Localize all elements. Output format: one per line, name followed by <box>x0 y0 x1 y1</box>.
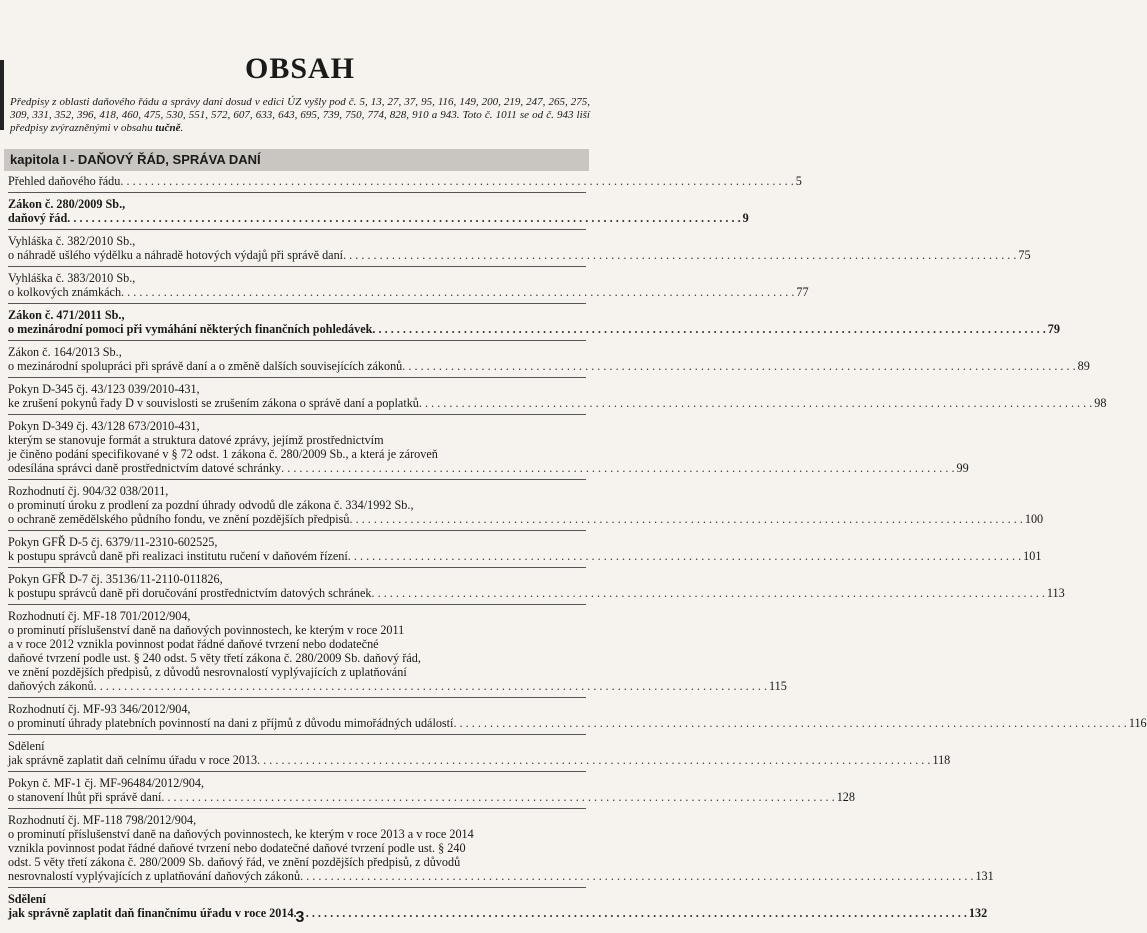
toc-entry-line <box>8 234 586 248</box>
toc-entry-line <box>8 197 586 211</box>
toc-entry[interactable] <box>8 702 1147 730</box>
toc-entry-text: o stanovení lhůt při správě daní <box>8 790 162 804</box>
entry-divider <box>8 229 586 230</box>
toc-entry-text: Rozhodnutí čj. MF-93 346/2012/904, <box>8 702 191 716</box>
toc-entry[interactable] <box>8 776 855 804</box>
toc-entry-text: o kolkových známkách <box>8 285 122 299</box>
toc-entry-text: o prominutí úroku z prodlení za pozdní úhrady odvodů dle zákona č. 334/1992 Sb., <box>8 498 414 512</box>
toc-entry-line <box>8 359 1090 373</box>
entry-divider <box>8 266 586 267</box>
toc-entry-text: k postupu správců daně při realizaci institutu ručení v daňovém řízení <box>8 549 348 563</box>
toc-entry[interactable] <box>8 271 809 299</box>
dot-leader <box>300 869 973 883</box>
toc-entry-text: vznikla povinnost podat řádné daňové tvrzení nebo dodatečné daňové tvrzení podle ust. § 240 <box>8 841 466 855</box>
entry-divider <box>8 192 586 193</box>
intro-text: Předpisy z oblasti daňového řádu a správy daní dosud v edici ÚZ vyšly pod č. 5, 13, 27, 37, 95, 116, 149, 200, 219, 247, 265, 275, 309, 331, 352, 396, 418, 460, 475, 530, 551, 572, 607, 633, 643, 695, 739, 750, 774, 828, 910 a 943. Toto č. 1011 se od č. 943 liší předpisy zvýrazněnými v obsahu <box>10 96 590 134</box>
toc-page-number: 5 <box>795 174 802 188</box>
toc-entry-text: Sdělení <box>8 739 45 753</box>
dot-leader <box>419 396 1092 410</box>
toc-entry-line <box>8 345 586 359</box>
toc-entry-line <box>8 855 586 869</box>
toc-entry-line <box>8 679 787 693</box>
toc-page-number: 99 <box>956 461 969 475</box>
toc-entry[interactable] <box>8 308 1060 336</box>
toc-entry-line <box>8 702 586 716</box>
toc-entry-text: daňové tvrzení podle ust. § 240 odst. 5 věty třetí zákona č. 280/2009 Sb. daňový řád, <box>8 651 421 665</box>
toc-entry-line <box>8 396 1107 410</box>
toc-entry-text: ke zrušení pokynů řady D v souvislosti se zrušením zákona o správě daní a poplatků <box>8 396 419 410</box>
toc-page-number: 115 <box>768 679 787 693</box>
toc-entry-text: o mezinárodní spolupráci při správě daní a o změně dalších souvisejících zákonů <box>8 359 403 373</box>
toc-entry[interactable] <box>8 197 749 225</box>
dot-leader <box>257 753 930 767</box>
toc-entry[interactable] <box>8 535 1042 563</box>
dot-leader <box>67 211 740 225</box>
toc-entry-text: Pokyn GFŘ D-7 čj. 35136/11-2110-011826, <box>8 572 223 586</box>
toc-entry-text: nesrovnalostí vyplývajících z uplatňování daňových zákonů <box>8 869 301 883</box>
toc-entry-line <box>8 813 586 827</box>
toc-entry-line <box>8 461 969 475</box>
dot-leader <box>161 790 834 804</box>
toc-entry[interactable] <box>8 174 802 188</box>
entry-divider <box>8 604 586 605</box>
toc-page-number: 79 <box>1047 322 1060 336</box>
toc-page-number: 132 <box>968 906 988 920</box>
toc-entry-text: k postupu správců daně při doručování prostřednictvím datových schránek <box>8 586 372 600</box>
intro-bold-word: tučně <box>155 122 181 134</box>
entry-divider <box>8 567 586 568</box>
toc-entry-line <box>8 433 586 447</box>
page-title: OBSAH <box>244 52 356 85</box>
toc-entry-line <box>8 322 1060 336</box>
toc-entry-line <box>8 665 586 679</box>
toc-entry-line <box>8 716 1147 730</box>
toc-page-number: 100 <box>1024 512 1044 526</box>
entry-divider <box>8 530 586 531</box>
toc-entry-text: odst. 5 věty třetí zákona č. 280/2009 Sb. daňový řád, ve znění pozdějších předpisů, z důvodů <box>8 855 461 869</box>
toc-entry[interactable] <box>8 609 787 693</box>
toc-page-number: 75 <box>1018 248 1031 262</box>
toc-entry-line <box>8 637 586 651</box>
toc-entry[interactable] <box>8 739 951 767</box>
toc-entry-text: Rozhodnutí čj. 904/32 038/2011, <box>8 484 169 498</box>
toc-page-number: 77 <box>796 285 809 299</box>
toc-entry-line <box>8 739 586 753</box>
intro-end: . <box>180 122 184 134</box>
toc-entry-line <box>8 790 855 804</box>
dot-leader <box>120 174 793 188</box>
toc-entry-line <box>8 285 809 299</box>
dot-leader <box>348 549 1021 563</box>
toc-entry-text: Zákon č. 164/2013 Sb., <box>8 345 122 359</box>
toc-entry-text: o prominutí příslušenství daně na daňových povinnostech, ke kterým v roce 2013 a v roce 2014 <box>8 827 474 841</box>
toc-entry-text: odesílána správci daně prostřednictvím datové schránky <box>8 461 282 475</box>
toc-entry-text: Přehled daňového řádu <box>8 174 121 188</box>
toc-entry-text: daňový řád <box>8 211 68 225</box>
toc-entry-text: Pokyn D-349 čj. 43/128 673/2010-431, <box>8 419 200 433</box>
toc-entry-text: ve znění pozdějších předpisů, z důvodů nesrovnalostí vyplývajících z uplatňování <box>8 665 407 679</box>
toc-entry-text: je činěno podání specifikované v § 72 odst. 1 zákona č. 280/2009 Sb., a která je zároveň <box>8 447 438 461</box>
entry-divider <box>8 479 586 480</box>
toc-page-number: 128 <box>836 790 855 804</box>
toc-entry[interactable] <box>8 572 1065 600</box>
entry-divider <box>8 697 586 698</box>
entry-divider <box>8 734 586 735</box>
toc-entry-line <box>8 419 586 433</box>
entry-divider <box>8 771 586 772</box>
toc-entry-line <box>8 211 749 225</box>
toc-entry-text: Zákon č. 280/2009 Sb., <box>8 197 126 211</box>
toc-entry-text: a v roce 2012 vznikla povinnost podat řádné daňové tvrzení nebo dodatečné <box>8 637 379 651</box>
toc-entry-text: Rozhodnutí čj. MF-18 701/2012/904, <box>8 609 191 623</box>
toc-entry-text: o prominutí příslušenství daně na daňových povinnostech, ke kterým v roce 2011 <box>8 623 405 637</box>
toc-page-number: 113 <box>1046 586 1065 600</box>
toc-entry[interactable] <box>8 419 969 475</box>
toc-entry-line <box>8 827 586 841</box>
dot-leader <box>94 679 767 693</box>
toc-entry[interactable] <box>8 484 1044 526</box>
toc-entry-line <box>8 484 586 498</box>
toc-entry-line <box>8 776 586 790</box>
toc-entry[interactable] <box>8 345 1090 373</box>
toc-entry-line <box>8 308 586 322</box>
page-number: 3 <box>295 909 305 926</box>
toc-entry-text: Vyhláška č. 382/2010 Sb., <box>8 234 136 248</box>
table-of-contents <box>8 174 1147 920</box>
toc-entry-text: Rozhodnutí čj. MF-118 798/2012/904, <box>8 813 197 827</box>
toc-page-number: 9 <box>742 211 749 225</box>
toc-entry-text: jak správně zaplatit daň finančnímu úřadu v roce 2014 <box>8 906 294 920</box>
toc-entry-text: o náhradě ušlého výdělku a náhradě hotových výdajů při správě daní <box>8 248 344 262</box>
chapter-heading: kapitola I - DAŇOVÝ ŘÁD, SPRÁVA DANÍ <box>4 149 589 171</box>
toc-page-number: 101 <box>1023 549 1042 563</box>
toc-entry-line <box>8 248 1031 262</box>
dot-leader <box>453 716 1126 730</box>
toc-entry-line <box>8 535 586 549</box>
toc-page-number: 98 <box>1094 396 1107 410</box>
toc-entry-text: jak správně zaplatit daň celnímu úřadu v roce 2013 <box>8 753 258 767</box>
entry-divider <box>8 887 586 888</box>
toc-entry-text: Sdělení <box>8 892 46 906</box>
toc-entry-text: Pokyn D-345 čj. 43/123 039/2010-431, <box>8 382 200 396</box>
toc-entry[interactable] <box>8 813 994 883</box>
toc-entry-line <box>8 572 586 586</box>
toc-entry-line <box>8 271 586 285</box>
toc-entry[interactable] <box>8 382 1107 410</box>
entry-divider <box>8 303 586 304</box>
toc-entry-line <box>8 753 951 767</box>
toc-entry-line <box>8 609 586 623</box>
toc-entry-text: o prominutí úhrady platebních povinností na dani z příjmů z důvodu mimořádných událostí <box>8 716 454 730</box>
dot-leader <box>372 322 1045 336</box>
toc-entry-line <box>8 623 586 637</box>
dot-leader <box>281 461 954 475</box>
toc-entry-text: o mezinárodní pomoci při vymáhání některých finančních pohledávek <box>8 322 373 336</box>
toc-entry[interactable] <box>8 234 1031 262</box>
toc-entry-line <box>8 549 1042 563</box>
toc-page-number: 131 <box>975 869 994 883</box>
dot-leader <box>349 512 1022 526</box>
toc-entry-line <box>8 586 1065 600</box>
toc-entry-text: daňových zákonů <box>8 679 94 693</box>
toc-entry-text: Vyhláška č. 383/2010 Sb., <box>8 271 136 285</box>
toc-entry-line <box>8 174 802 188</box>
toc-entry-line <box>8 869 994 883</box>
dot-leader <box>343 248 1016 262</box>
toc-page-number: 89 <box>1077 359 1090 373</box>
toc-entry-text: Pokyn GFŘ D-5 čj. 6379/11-2310-602525, <box>8 535 218 549</box>
entry-divider <box>8 340 586 341</box>
entry-divider <box>8 377 586 378</box>
toc-entry-line <box>8 841 586 855</box>
toc-entry-text: o ochraně zemědělského půdního fondu, ve znění pozdějších předpisů <box>8 512 350 526</box>
toc-entry-line <box>8 512 1044 526</box>
toc-entry-text: Pokyn č. MF-1 čj. MF-96484/2012/904, <box>8 776 205 790</box>
toc-entry-line <box>8 651 586 665</box>
toc-entry-line <box>8 892 586 906</box>
dot-leader <box>402 359 1075 373</box>
toc-entry-line <box>8 447 586 461</box>
dot-leader <box>121 285 794 299</box>
entry-divider <box>8 808 586 809</box>
toc-entry-text: Zákon č. 471/2011 Sb., <box>8 308 125 322</box>
entry-divider <box>8 414 586 415</box>
toc-page-number: 116 <box>1128 716 1147 730</box>
toc-entry-text: kterým se stanovuje formát a struktura datové zprávy, jejímž prostřednictvím <box>8 433 384 447</box>
toc-entry-line <box>8 382 586 396</box>
toc-entry-line <box>8 498 586 512</box>
dot-leader <box>372 586 1045 600</box>
intro-paragraph <box>10 96 590 135</box>
toc-page-number: 118 <box>932 753 951 767</box>
